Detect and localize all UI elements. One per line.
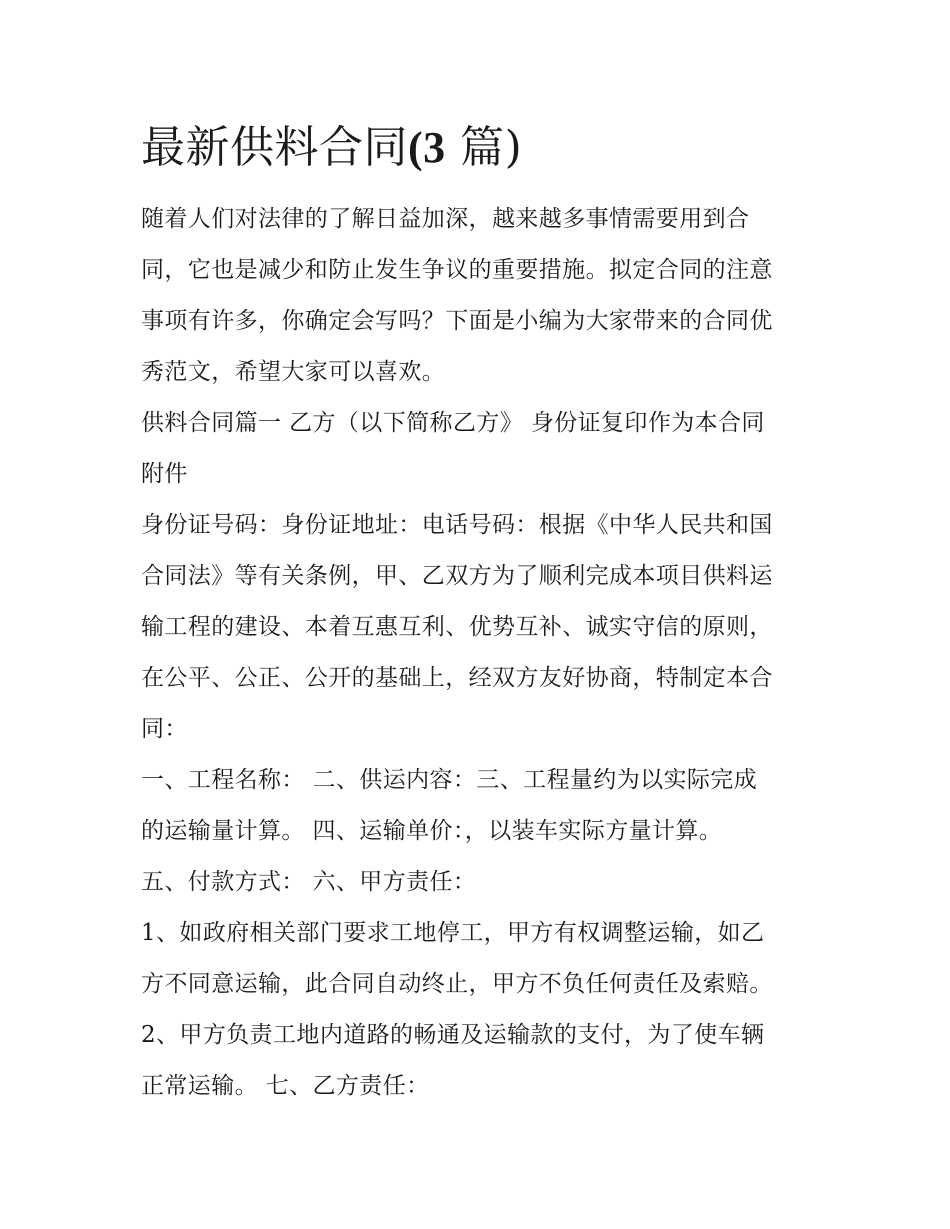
text-line: 方不同意运输，此合同自动终止，甲方不负任何责任及索赔。 [141, 971, 773, 997]
text-line: 事项有许多，你确定会写吗？下面是小编为大家带来的合同优 [141, 308, 773, 334]
paragraph [141, 755, 821, 857]
title-suffix: (3 [408, 123, 446, 172]
text-line: 2、甲方负责工地内道路的畅通及运输款的支付，为了使车辆 [141, 1022, 765, 1048]
text-line: 1、如政府相关部门要求工地停工，甲方有权调整运输，如乙 [141, 920, 765, 946]
text-line: 同： [141, 716, 188, 742]
text-line: 在公平、公正、公开的基础上，经双方友好协商，特制定本合 [141, 665, 773, 691]
text-line: 的运输量计算。 四、运输单价：，以装车实际方量计算。 [141, 818, 723, 844]
paragraph [141, 1010, 821, 1112]
text-line: 附件 [141, 461, 188, 487]
text-line: 供料合同篇一 乙方（以下简称乙方》 身份证复印作为本合同 [141, 410, 765, 436]
text-line: 一、工程名称： 二、供运内容：三、工程量约为以实际完成 [141, 767, 758, 793]
paragraph [141, 908, 821, 1010]
text-line: 身份证号码：身份证地址：电话号码：根据《中华人民共和国 [141, 512, 773, 538]
text-line: 同，它也是减少和防止发生争议的重要措施。拟定合同的注意 [141, 257, 773, 283]
title-main: 最新供料合同 [141, 122, 408, 173]
document-body [141, 194, 821, 1112]
text-line: 随着人们对法律的了解日益加深，越来越多事情需要用到合 [141, 206, 750, 232]
text-line: 合同法》等有关条例，甲、乙双方为了顺利完成本项目供料运 [141, 563, 773, 589]
text-line: 秀范文，希望大家可以喜欢。 [141, 359, 446, 385]
document-title [141, 112, 821, 184]
text-line: 输工程的建设、本着互惠互利、优势互补、诚实守信的原则， [141, 614, 773, 640]
text-line: 正常运输。 七、乙方责任： [141, 1073, 430, 1099]
text-line: 五、付款方式： 六、甲方责任： [141, 869, 477, 895]
paragraph [141, 857, 821, 908]
document-page [141, 112, 821, 1112]
paragraph [141, 500, 821, 755]
paragraph [141, 194, 821, 398]
paragraph [141, 398, 821, 500]
title-end: 篇) [460, 122, 523, 173]
